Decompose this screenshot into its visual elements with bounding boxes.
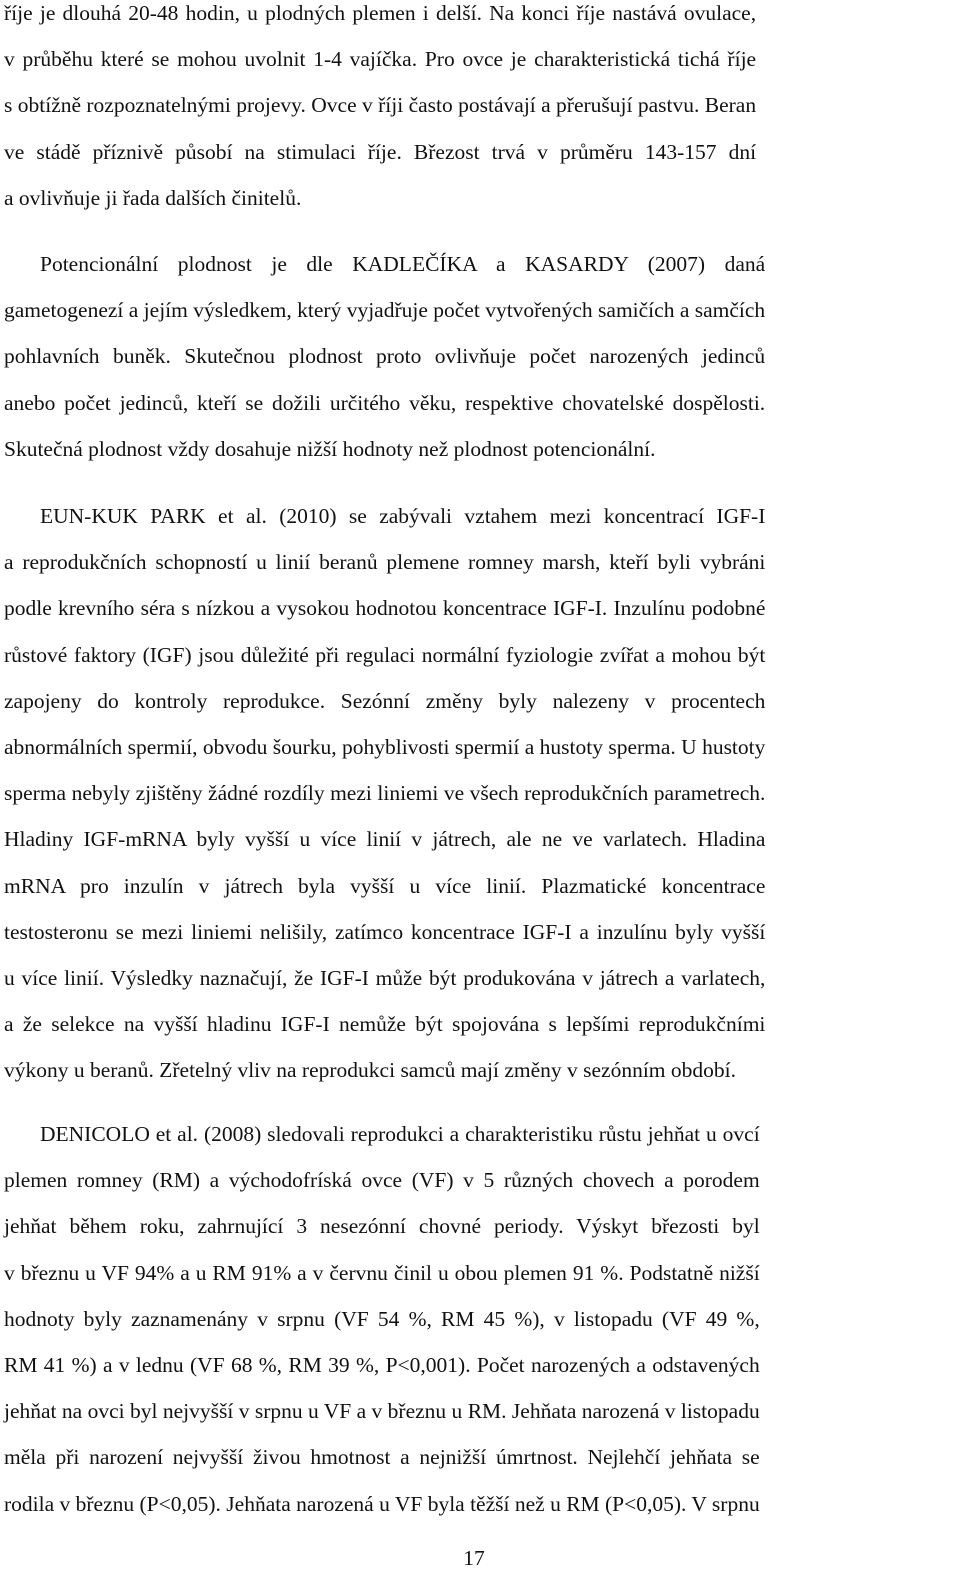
text-line: výkony u beranů. Zřetelný vliv na reprodukci samců mají změny v sezónním období.: [4, 1058, 737, 1083]
text-line: v březnu u VF 94% a u RM 91% a v červnu činil u obou plemen 91 %. Podstatně nižší: [4, 1260, 760, 1285]
paragraph-1: [4, 0, 756, 221]
text-line: a reprodukčních schopností u linií beranů plemene romney marsh, kteří byli vybráni: [4, 550, 766, 575]
text-line: mRNA pro inzulín v játrech byla vyšší u více linií. Plazmatické koncentrace: [4, 873, 766, 898]
text-line: sperma nebyly zjištěny žádné rozdíly mezi liniemi ve všech reprodukčních parametrech.: [4, 781, 766, 806]
text-line: abnormálních spermií, obvodu šourku, pohyblivosti spermií a hustoty sperma. U hustoty: [4, 735, 766, 760]
text-line: anebo počet jedinců, kteří se dožili určitého věku, respektive chovatelské dospělosti.: [4, 390, 766, 415]
text-line: v průběhu které se mohou uvolnit 1-4 vajíčka. Pro ovce je charakteristická tichá říje: [4, 47, 757, 72]
text-line: podle krevního séra s nízkou a vysokou hodnotou koncentrace IGF-I. Inzulínu podobné: [4, 596, 766, 621]
text-line: EUN-KUK PARK et al. (2010) se zabývali vztahem mezi koncentrací IGF-I: [40, 504, 766, 528]
text-line: ve stádě příznivě působí na stimulaci říje. Březost trvá v průměru 143-157 dní: [4, 139, 757, 164]
page-number: 17: [463, 1546, 485, 1570]
text-line: měla při narození nejvyšší živou hmotnost a nejnižší úmrtnost. Nejlehčí jehňata se: [4, 1445, 760, 1470]
text-line: DENICOLO et al. (2008) sledovali reprodukci a charakteristiku růstu jehňat u ovcí: [40, 1122, 760, 1146]
text-line: u více linií. Výsledky naznačují, že IGF-I může být produkována v játrech a varlatech,: [4, 966, 766, 991]
text-line: zapojeny do kontroly reprodukce. Sezónní změny byly nalezeny v procentech: [4, 688, 766, 713]
text-line: s obtížně rozpoznatelnými projevy. Ovce v říji často postávají a přerušují pastvu. Beran: [4, 93, 757, 118]
text-line: říje je dlouhá 20-48 hodin, u plodných plemen i delší. Na konci říje nastává ovulace,: [4, 1, 757, 25]
text-line: Hladiny IGF-mRNA byly vyšší u více linií v játrech, ale ne ve varlatech. Hladina: [4, 827, 766, 852]
text-line: RM 41 %) a v lednu (VF 68 %, RM 39 %, P<0,001). Počet narozených a odstavených: [4, 1353, 760, 1378]
paragraph-3: [4, 493, 765, 1094]
text-line: plemen romney (RM) a východofríská ovce (VF) v 5 různých chovech a porodem: [4, 1168, 760, 1193]
text-line: gametogenezí a jejím výsledkem, který vyjadřuje počet vytvořených samičích a samčích: [4, 298, 766, 323]
paragraph-2: [4, 241, 765, 472]
text-line: Skutečná plodnost vždy dosahuje nižší hodnoty než plodnost potencionální.: [4, 436, 656, 461]
text-line: růstové faktory (IGF) jsou důležité při regulaci normální fyziologie zvířat a mohou být: [4, 642, 766, 667]
text-line: rodila v březnu (P<0,05). Jehňata narozená u VF byla těžší než u RM (P<0,05). V srpnu: [4, 1491, 760, 1516]
paragraph-4: [4, 1111, 760, 1527]
text-line: jehňat na ovci byl nejvyšší v srpnu u VF a v březnu u RM. Jehňata narozená v listopadu: [4, 1399, 760, 1424]
text-line: hodnoty byly zaznamenány v srpnu (VF 54 %, RM 45 %), v listopadu (VF 49 %,: [4, 1306, 760, 1331]
text-line: a že selekce na vyšší hladinu IGF-I nemůže být spojována s lepšími reprodukčními: [4, 1012, 766, 1037]
text-line: Potencionální plodnost je dle KADLEČÍKA a KASARDY (2007) daná: [40, 252, 766, 276]
text-line: pohlavních buněk. Skutečnou plodnost proto ovlivňuje počet narozených jedinců: [4, 344, 766, 369]
text-line: testosteronu se mezi liniemi nelišily, zatímco koncentrace IGF-I a inzulínu byly vyšší: [4, 919, 766, 944]
text-line: jehňat během roku, zahrnující 3 nesezónní chovné periody. Výskyt březosti byl: [4, 1214, 760, 1239]
text-line: a ovlivňuje ji řada dalších činitelů.: [4, 185, 302, 210]
